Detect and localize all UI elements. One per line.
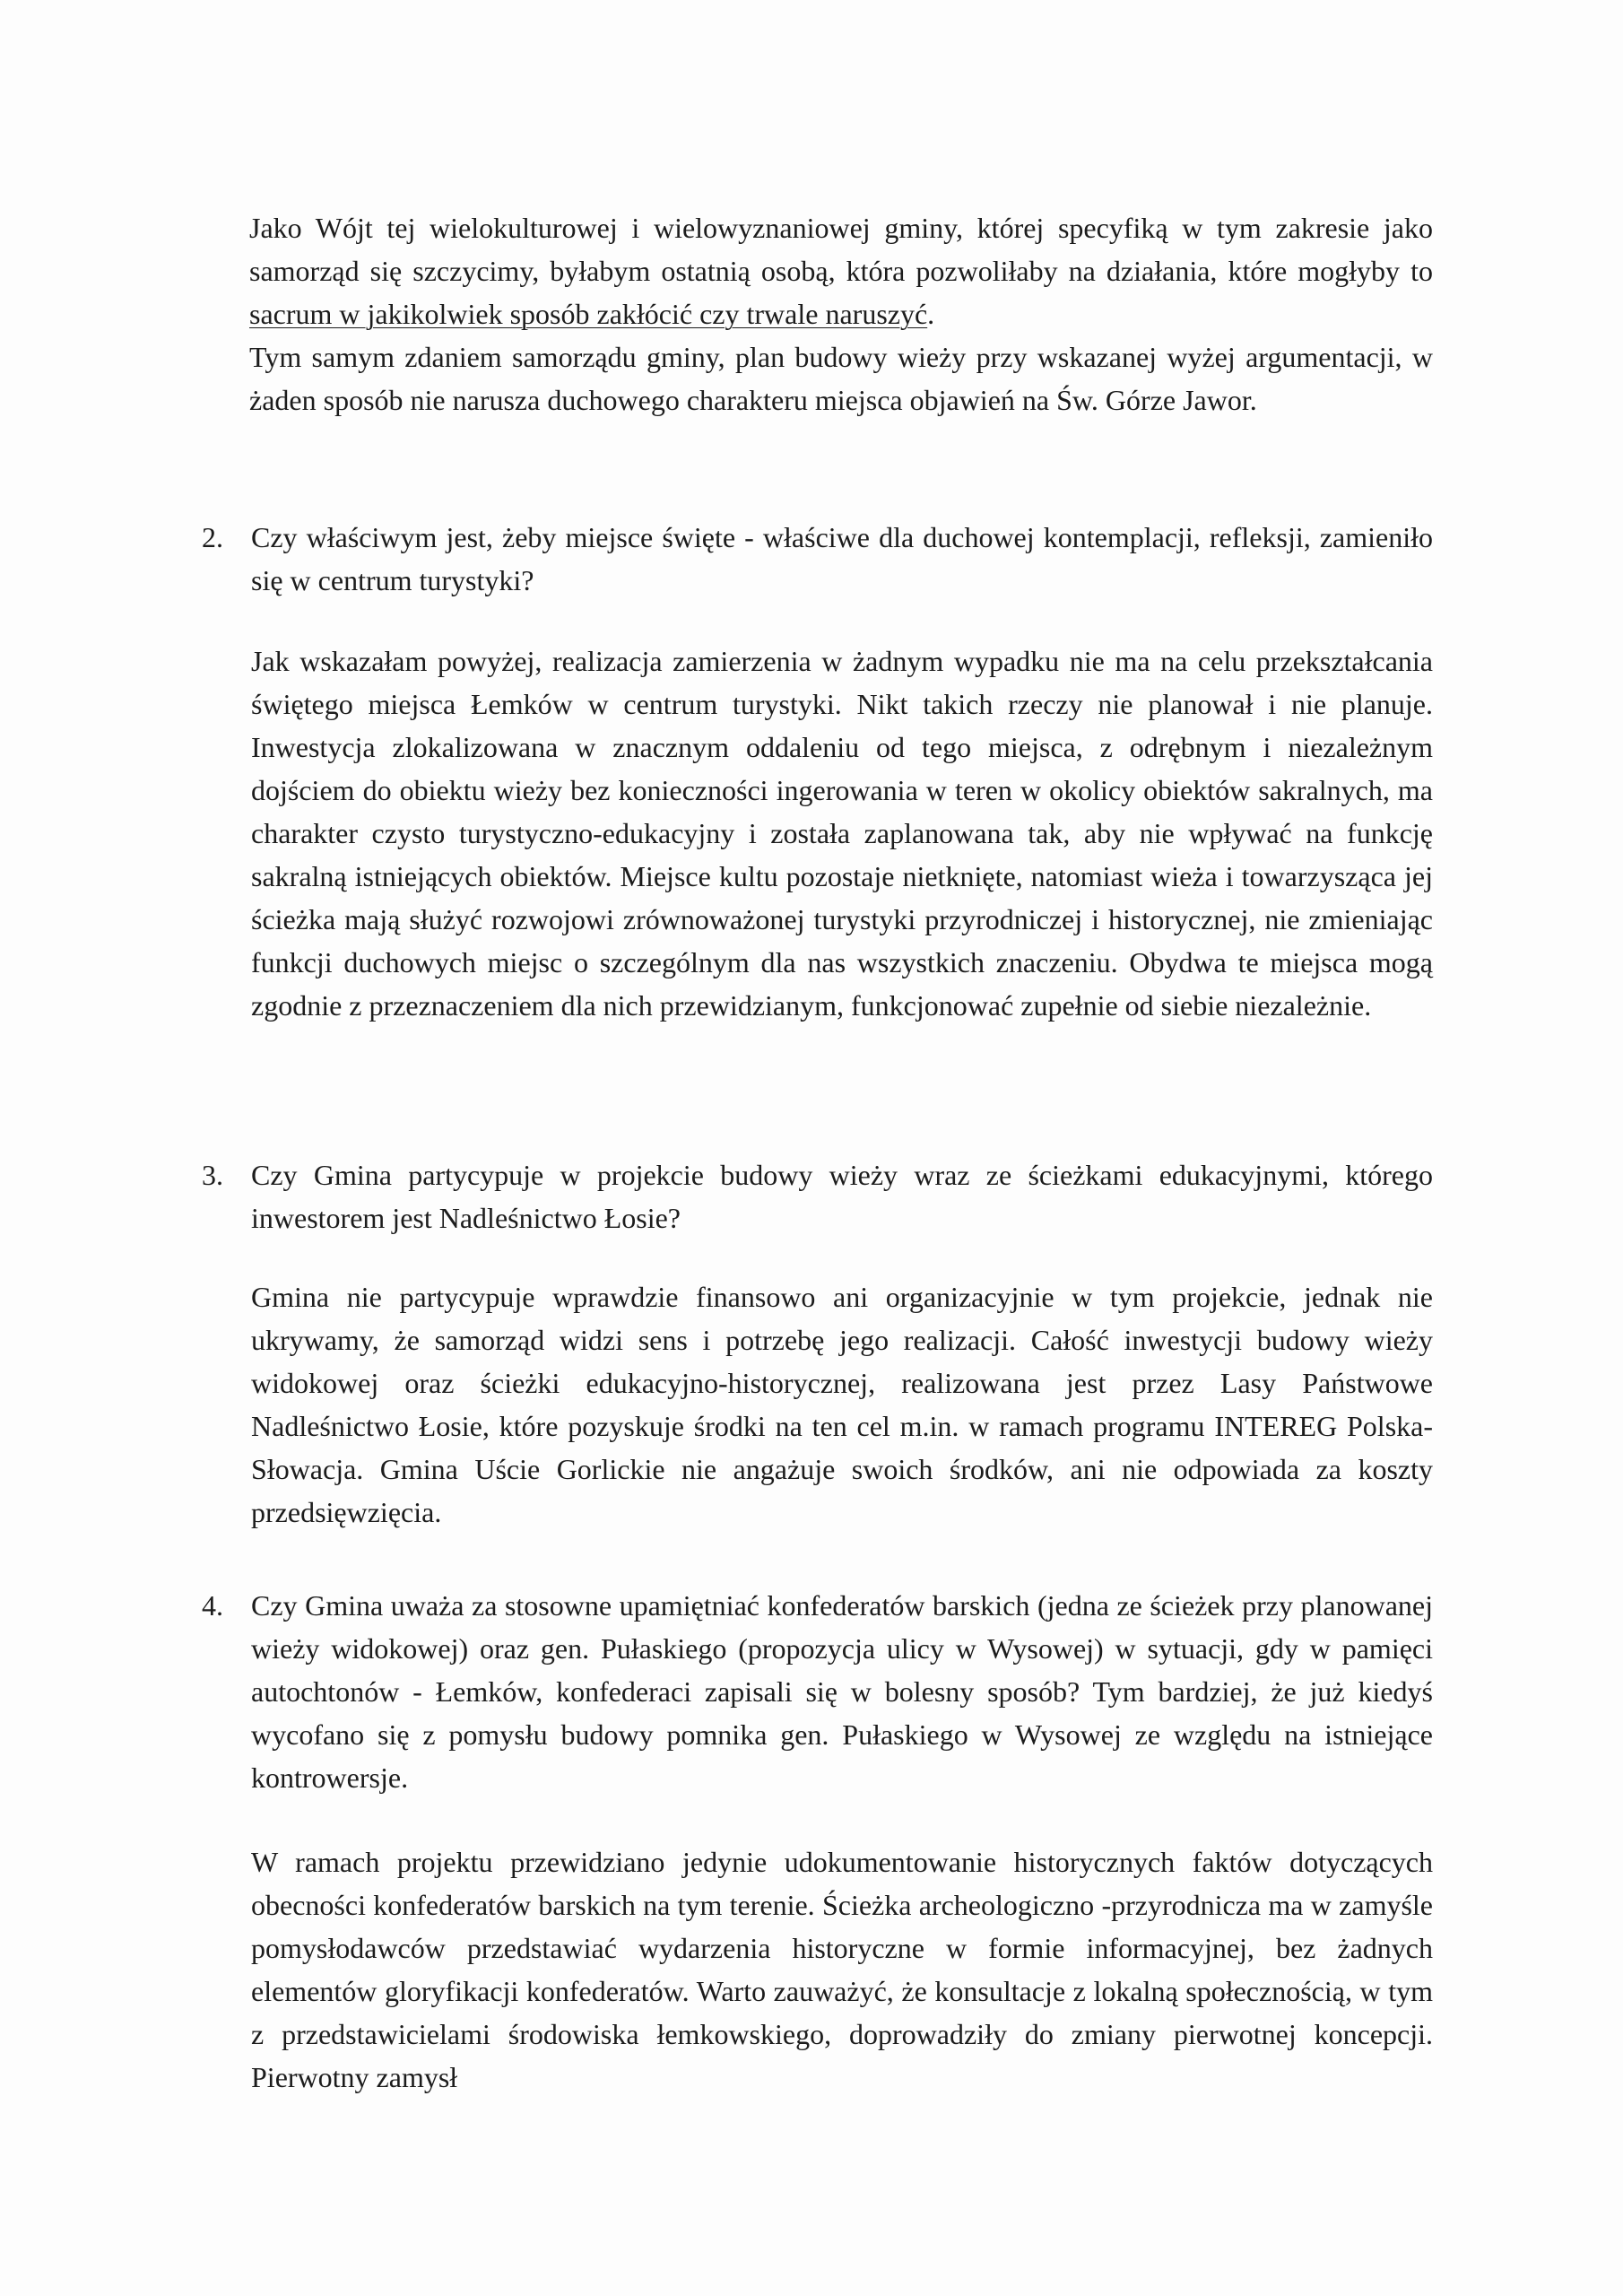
answer-3: Gmina nie partycypuje wprawdzie finansowo ani organizacyjnie w tym projekcie, jednak nie ukrywamy, że samorząd widzi sens i potrzebę jego realizacji. Całość inwestycji budowy wieży widokowej oraz ścieżki edukacyjno-historycznej, realizowana jest przez Lasy Państwowe Nadleśnictwo Łosie, które pozyskuje środki na ten cel m.in. w ramach programu INTEREG Polska-Słowacja. Gmina Uście Gorlickie nie angażuje swoich środków, ani nie odpowiada za koszty przedsięwzięcia. (251, 1281, 1433, 1528)
question-3 (202, 1153, 1433, 1239)
intro-section (249, 206, 1433, 422)
intro-conclusion: Tym samym zdaniem samorządu gminy, plan budowy wieży przy wskazanej wyżej argumentacji, w żaden sposób nie narusza duchowego charakteru miejsca objawień na Św. Górze Jawor. (249, 341, 1433, 416)
answer-2: Jak wskazałam powyżej, realizacja zamierzenia w żadnym wypadku nie ma na celu przekształcania świętego miejsca Łemków w centrum turystyki. Nikt takich rzeczy nie planował i nie planuje. Inwestycja zlokalizowana w znacznym oddaleniu od tego miejsca, z odrębnym i niezależnym dojściem do obiektu wieży bez konieczności ingerowania w teren w okolicy obiektów sakralnych, ma charakter czysto turystyczno-edukacyjny i została zaplanowana tak, aby nie wpływać na funkcję sakralną istniejących obiektów. Miejsce kultu pozostaje nietknięte, natomiast wieża i towarzysząca jej ścieżka mają służyć rozwojowi zrównoważonej turystyki przyrodniczej i historycznej, nie zmieniając funkcji duchowych miejsc o szczególnym dla nas wszystkich znaczeniu. Obydwa te miejsca mogą zgodnie z przeznaczeniem dla nich przewidzianym, funkcjonować zupełnie od siebie niezależnie. (251, 645, 1433, 1022)
intro-text-before: Jako Wójt tej wielokulturowej i wielowyznaniowej gminy, której specyfiką w tym zakresie jako samorząd się szczycimy, byłabym ostatnią osobą, która pozwoliłaby na działania, które mogłyby to (249, 212, 1433, 287)
question-text: Czy właściwym jest, żeby miejsce święte - właściwe dla duchowej kontemplacji, refleksji, zamieniło się w centrum turystyki? (251, 521, 1433, 596)
answer-4: W ramach projektu przewidziano jedynie udokumentowanie historycznych faktów dotyczących obecności konfederatów barskich na tym terenie. Ścieżka archeologiczno -przyrodnicza ma w zamyśle pomysłodawców przedstawiać wydarzenia historyczne w formie informacyjnej, bez żadnych elementów gloryfikacji konfederatów. Warto zauważyć, że konsultacje z lokalną społecznością, w tym z przedstawicielami środowiska łemkowskiego, doprowadziły do zmiany pierwotnej koncepcji. Pierwotny zamysł (251, 1846, 1433, 2093)
intro-text-after: . (927, 298, 935, 330)
question-text: Czy Gmina partycypuje w projekcie budowy wieży wraz ze ścieżkami edukacyjnymi, którego inwestorem jest Nadleśnictwo Łosie? (251, 1159, 1433, 1234)
question-number: 4. (202, 1589, 223, 1622)
question-number: 3. (202, 1159, 223, 1191)
question-text: Czy Gmina uważa za stosowne upamiętniać konfederatów barskich (jedna ze ścieżek przy planowanej wieży widokowej) oraz gen. Pułaskiego (propozycja ulicy w Wysowej) w sytuacji, gdy w pamięci autochtonów - Łemków, konfederaci zapisali się w bolesny sposób? Tym bardziej, że już kiedyś wycofano się z pomysłu budowy pomnika gen. Pułaskiego w Wysowej ze względu na istniejące kontrowersje. (251, 1589, 1433, 1794)
question-number: 2. (202, 521, 223, 553)
question-4 (202, 1584, 1433, 1799)
question-2 (202, 516, 1433, 602)
intro-paragraph (249, 206, 1433, 335)
intro-underlined-text: sacrum w jakikolwiek sposób zakłócić czy trwale naruszyć (249, 298, 928, 330)
